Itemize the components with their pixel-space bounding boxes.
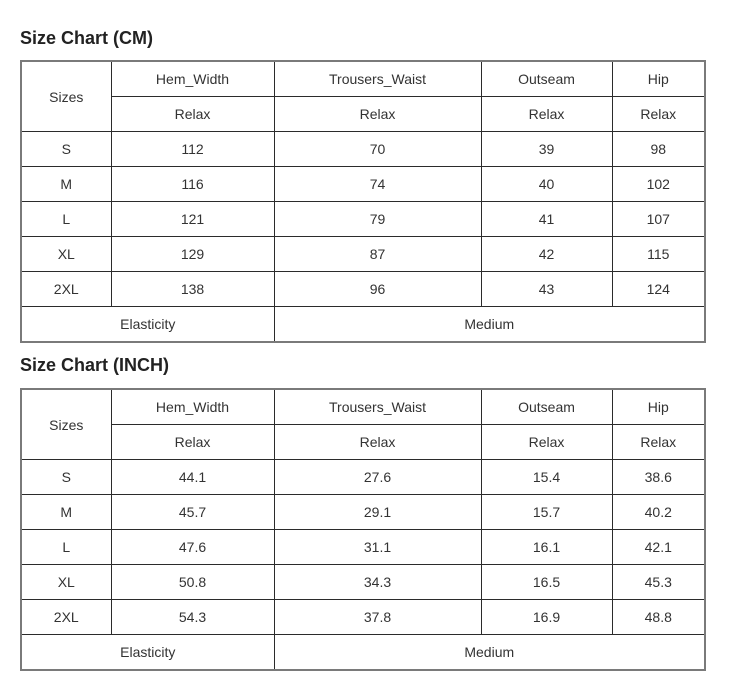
elasticity-label: Elasticity [21,307,274,343]
column-header-hip: Hip [612,389,705,425]
table-row [21,272,705,307]
fit-cell: Relax [111,425,274,460]
value-cell: 16.1 [481,530,612,565]
value-cell: 42.1 [612,530,705,565]
table-row [21,530,705,565]
value-cell: 79 [274,202,481,237]
fit-row [21,425,705,460]
elasticity-value: Medium [274,635,705,671]
fit-cell: Relax [612,97,705,132]
value-cell: 138 [111,272,274,307]
elasticity-label: Elasticity [21,635,274,671]
value-cell: 129 [111,237,274,272]
value-cell: 124 [612,272,705,307]
size-chart-cm-table [20,60,706,343]
size-cell: S [21,132,111,167]
fit-cell: Relax [274,425,481,460]
value-cell: 74 [274,167,481,202]
table-row [21,167,705,202]
size-cell: L [21,202,111,237]
sizes-header: Sizes [21,61,111,132]
fit-cell: Relax [111,97,274,132]
value-cell: 45.3 [612,565,705,600]
value-cell: 16.5 [481,565,612,600]
value-cell: 40 [481,167,612,202]
value-cell: 98 [612,132,705,167]
value-cell: 31.1 [274,530,481,565]
elasticity-value: Medium [274,307,705,343]
size-cell: M [21,167,111,202]
column-header-hem-width: Hem_Width [111,389,274,425]
column-header-trousers-waist: Trousers_Waist [274,61,481,97]
value-cell: 37.8 [274,600,481,635]
fit-cell: Relax [481,97,612,132]
header-row [21,61,705,97]
value-cell: 16.9 [481,600,612,635]
fit-cell: Relax [481,425,612,460]
value-cell: 27.6 [274,460,481,495]
value-cell: 102 [612,167,705,202]
fit-cell: Relax [612,425,705,460]
column-header-hip: Hip [612,61,705,97]
size-cell: M [21,495,111,530]
value-cell: 34.3 [274,565,481,600]
size-chart-cm-title: Size Chart (CM) [20,28,154,48]
footer-row [21,307,705,343]
size-cell: 2XL [21,272,111,307]
column-header-outseam: Outseam [481,389,612,425]
value-cell: 39 [481,132,612,167]
column-header-hem-width: Hem_Width [111,61,274,97]
fit-cell: Relax [274,97,481,132]
size-cell: XL [21,565,111,600]
table-row [21,202,705,237]
sizes-header: Sizes [21,389,111,460]
value-cell: 43 [481,272,612,307]
value-cell: 15.7 [481,495,612,530]
table-row [21,237,705,272]
value-cell: 121 [111,202,274,237]
size-chart-inch-table [20,388,706,671]
value-cell: 96 [274,272,481,307]
value-cell: 87 [274,237,481,272]
value-cell: 45.7 [111,495,274,530]
column-header-trousers-waist: Trousers_Waist [274,389,481,425]
value-cell: 50.8 [111,565,274,600]
value-cell: 29.1 [274,495,481,530]
value-cell: 112 [111,132,274,167]
value-cell: 40.2 [612,495,705,530]
value-cell: 115 [612,237,705,272]
table-row [21,565,705,600]
size-cell: S [21,460,111,495]
size-chart-inch-title: Size Chart (INCH) [20,355,170,375]
value-cell: 48.8 [612,600,705,635]
value-cell: 44.1 [111,460,274,495]
value-cell: 54.3 [111,600,274,635]
value-cell: 70 [274,132,481,167]
value-cell: 107 [612,202,705,237]
value-cell: 41 [481,202,612,237]
value-cell: 38.6 [612,460,705,495]
table-row [21,600,705,635]
table-row [21,460,705,495]
fit-row [21,97,705,132]
footer-row [21,635,705,671]
size-cell: XL [21,237,111,272]
value-cell: 42 [481,237,612,272]
value-cell: 116 [111,167,274,202]
value-cell: 15.4 [481,460,612,495]
size-cell: 2XL [21,600,111,635]
size-cell: L [21,530,111,565]
table-row [21,132,705,167]
table-row [21,495,705,530]
header-row [21,389,705,425]
column-header-outseam: Outseam [481,61,612,97]
value-cell: 47.6 [111,530,274,565]
